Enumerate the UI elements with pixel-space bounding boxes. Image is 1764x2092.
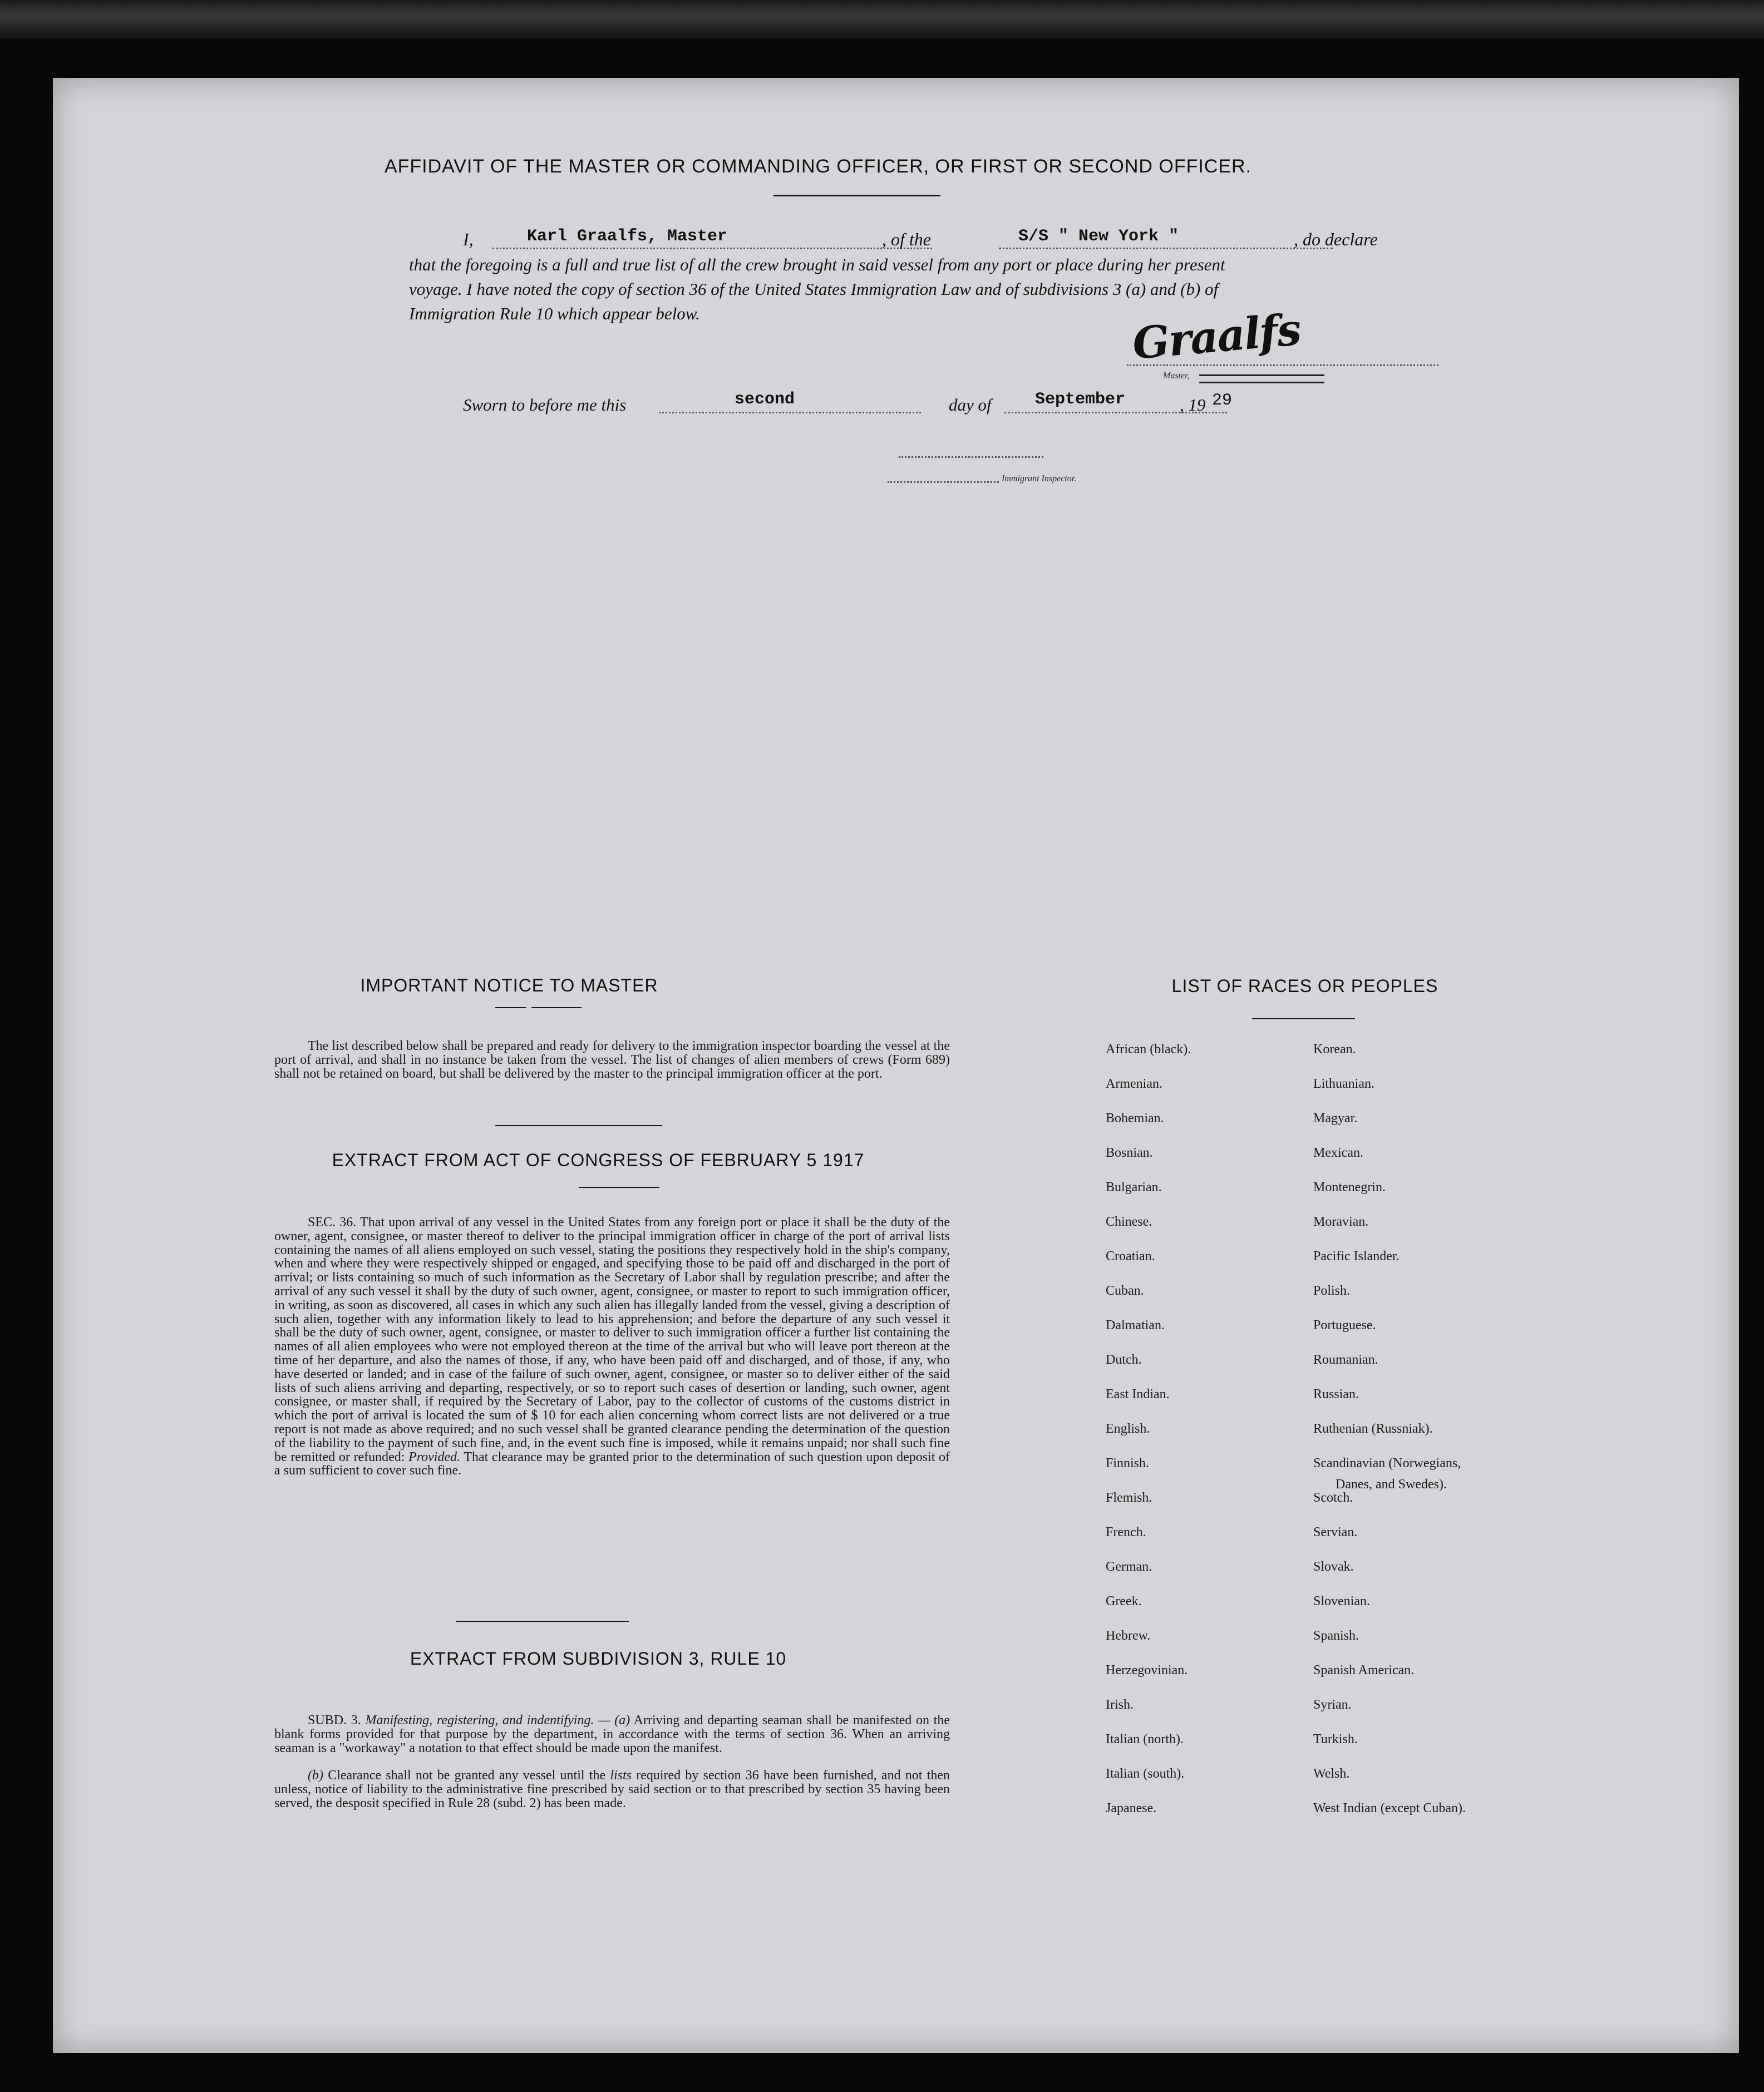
scan-top-edge	[0, 0, 1764, 39]
signature-caption: Master,	[1163, 371, 1190, 381]
year-suffix: 29	[1212, 391, 1233, 410]
struck-text	[1199, 374, 1324, 383]
race-item: Spanish.	[1313, 1629, 1359, 1643]
notice-rule	[495, 1007, 526, 1008]
race-item: Ruthenian (Russniak).	[1313, 1422, 1433, 1436]
rule-text-b	[274, 1769, 950, 1810]
name-line	[492, 248, 932, 249]
race-item: Dalmatian.	[1106, 1318, 1165, 1333]
race-item: African (black).	[1106, 1042, 1191, 1057]
race-item: Roumanian.	[1313, 1353, 1378, 1367]
race-item: French.	[1106, 1525, 1146, 1540]
race-item: Korean.	[1313, 1042, 1356, 1057]
act-body: SEC. 36. That upon arrival of any vessel in the United States from any foreign port or place it shall be the duty of the owner, agent, consignee, or master thereof to deliver to the principal immigration officer in charge of the port of arrival lists containing the names of all aliens employed on such vessel, stating the positions they respectively hold in the ship's company, when and where they were respectively shipped or engaged, and specifying those to be paid off and discharged in the port of arrival; or lists containing so much of such information as the Secretary of Labor shall by regulation prescribe; and after the arrival of any such vessel it shall by the duty of such owner, agent, consignee, or master to report to such immigration officer, in writing, as soon as discovered, all cases in which any such alien has illegally landed from the vessel, giving a description of such alien, together with any information likely to lead to his apprehension; and before the departure of any such vessel it shall be the duty of such owner, agent, consignee, or master to deliver to such immigration officer a further list containing the names of all alien employees who were not employed thereon at the time of the arrival but who will leave port thereon at the time of her departure, and also the names of those, if any, who have been paid off and discharged, and of those, if any, who have deserted or landed; and in case of the failure of such owner, agent, consignee, or master so to deliver either of the said lists of such aliens arriving and departing, respectively, or so to report such cases of desertion or landing, such owner, agent consignee, or master shall, if required by the Secretary of Labor, pay to the collector of customs of the customs district in which the port of arrival is located the sum of $ 10 for each alien concerning whom correct lists are not delivered or a true report is not made as above required; and no such vessel shall be granted clearance pending the determination of the question of the liability to the payment of such fine, and, in the event such fine is imposed, while it remains unpaid; nor shall such fine be remitted or refunded:	[274, 1215, 950, 1464]
master-name: Karl Graalfs, Master	[527, 227, 728, 246]
inspector-caption: Immigrant Inspector.	[1002, 474, 1077, 483]
race-item: Lithuanian.	[1313, 1077, 1374, 1091]
race-item: Flemish.	[1106, 1491, 1152, 1505]
race-item: Finnish.	[1106, 1456, 1150, 1471]
race-item: Mexican.	[1313, 1146, 1363, 1160]
vessel-name: S/S " New York "	[1018, 227, 1179, 246]
race-item: Herzegovinian.	[1106, 1663, 1188, 1677]
document-page	[53, 78, 1739, 2053]
race-item: Armenian.	[1106, 1077, 1162, 1091]
race-item: Pacific Islander.	[1313, 1249, 1400, 1264]
sworn-month: September	[1035, 390, 1126, 409]
race-item: German.	[1106, 1560, 1152, 1574]
declare-label: , do declare	[1294, 229, 1378, 249]
race-item: Moravian.	[1313, 1215, 1369, 1229]
vessel-line	[999, 248, 1333, 249]
act-body-end: That clearance may be granted prior to the determination of such question upon deposit of a sum sufficient to cover such fine.	[274, 1449, 950, 1478]
affidavit-title: AFFIDAVIT OF THE MASTER OR COMMANDING OFFICER, OR FIRST OR SECOND OFFICER.	[384, 156, 1252, 177]
subd-text-b1: Clearance shall not be granted any vessel until the	[323, 1768, 610, 1783]
race-item: Spanish American.	[1313, 1663, 1415, 1677]
race-item: Greek.	[1106, 1594, 1142, 1609]
races-rule	[1252, 1018, 1355, 1019]
race-item: Scandinavian (Norwegians,	[1313, 1456, 1461, 1471]
race-item: Bulgarian.	[1106, 1180, 1162, 1195]
affidavit-line-4: Immigration Rule 10 which appear below.	[409, 304, 700, 323]
race-item: Turkish.	[1313, 1732, 1358, 1746]
act-bottom-rule	[456, 1621, 629, 1622]
act-text	[274, 1216, 950, 1478]
race-item: Scotch.	[1313, 1491, 1353, 1505]
act-title: EXTRACT FROM ACT OF CONGRESS OF FEBRUARY 5 1917	[332, 1150, 865, 1170]
rule-title: EXTRACT FROM SUBDIVISION 3, RULE 10	[410, 1649, 787, 1669]
notice-rule	[531, 1007, 582, 1008]
day-of-label: day of	[949, 395, 992, 415]
race-item: Welsh.	[1313, 1767, 1350, 1781]
year-prefix: , 19	[1180, 395, 1206, 415]
race-item: Dutch.	[1106, 1353, 1142, 1367]
subd-b-label: (b)	[308, 1768, 323, 1783]
races-title: LIST OF RACES OR PEOPLES	[1171, 976, 1438, 996]
race-item: Italian (north).	[1106, 1732, 1184, 1746]
race-item: Italian (south).	[1106, 1767, 1185, 1781]
of-the-label: , of the	[882, 229, 931, 249]
race-item: Bohemian.	[1106, 1111, 1164, 1126]
subd-text-b2: required by section 36 have been furnished, and not then unless, notice of liability to the administrative fine prescribed by said section or to that prescribed by section 35 having been served, the desposit specified in Rule 28 (subd. 2) has been made.	[274, 1768, 950, 1810]
race-item: West Indian (except Cuban).	[1313, 1801, 1466, 1815]
notice-title: IMPORTANT NOTICE TO MASTER	[360, 975, 658, 995]
act-provided: Provided.	[408, 1449, 461, 1464]
race-item: Magyar.	[1313, 1111, 1358, 1126]
race-item: Portuguese.	[1313, 1318, 1376, 1333]
subd-text-a: Arriving and departing seaman shall be manifested on the blank forms provided for that purpose by the department, in accordance with the terms of section 36. When an arriving seaman is a "workaway" a notation to that effect should be made upon the manifest.	[274, 1713, 950, 1755]
race-item: Irish.	[1106, 1698, 1134, 1712]
race-item: Russian.	[1313, 1387, 1359, 1402]
scandinavian-continuation: Danes, and Swedes).	[1336, 1477, 1447, 1492]
race-item: Croatian.	[1106, 1249, 1155, 1264]
race-item: Hebrew.	[1106, 1629, 1151, 1643]
race-item: Slovenian.	[1313, 1594, 1370, 1609]
sworn-label: Sworn to before me this	[463, 395, 627, 415]
inspector-upper-line	[899, 456, 1043, 458]
race-item: Servian.	[1313, 1525, 1358, 1540]
subd-label: SUBD. 3.	[308, 1713, 361, 1728]
i-label: I,	[463, 229, 474, 249]
rule-text-a	[274, 1714, 950, 1755]
race-item: East Indian.	[1106, 1387, 1170, 1402]
race-item: Syrian.	[1313, 1698, 1352, 1712]
race-item: Bosnian.	[1106, 1146, 1153, 1160]
race-item: Montenegrin.	[1313, 1180, 1386, 1195]
inspector-line	[888, 481, 999, 483]
master-signature: Graalfs	[1130, 304, 1303, 369]
signature-line	[1127, 364, 1438, 366]
race-item: Slovak.	[1313, 1560, 1354, 1574]
lists-word: lists	[610, 1768, 632, 1783]
subd-heading: Manifesting, registering, and indentifying. — (a)	[365, 1713, 630, 1728]
affidavit-line-3: voyage. I have noted the copy of section 36 of the United States Immigration Law and of subdivisions 3 (a) and (b) of	[409, 279, 1219, 299]
race-item: Cuban.	[1106, 1284, 1144, 1298]
act-rule	[579, 1187, 659, 1188]
notice-bottom-rule	[495, 1125, 662, 1126]
sworn-day: second	[735, 390, 795, 409]
notice-text: The list described below shall be prepared and ready for delivery to the immigration inspector boarding the vessel at the port of arrival, and shall in no instance be taken from the vessel. The list of changes of alien members of crews (Form 689) shall not be retained on board, but shall be delivered by the master to the principal immigration officer at the port.	[274, 1039, 950, 1081]
affidavit-line-2: that the foregoing is a full and true list of all the crew brought in said vessel from any port or place during her present	[409, 255, 1225, 274]
race-item: Chinese.	[1106, 1215, 1152, 1229]
race-item: Japanese.	[1106, 1801, 1157, 1815]
race-item: Polish.	[1313, 1284, 1351, 1298]
title-rule	[773, 195, 940, 196]
day-line	[659, 412, 921, 413]
race-item: English.	[1106, 1422, 1150, 1436]
